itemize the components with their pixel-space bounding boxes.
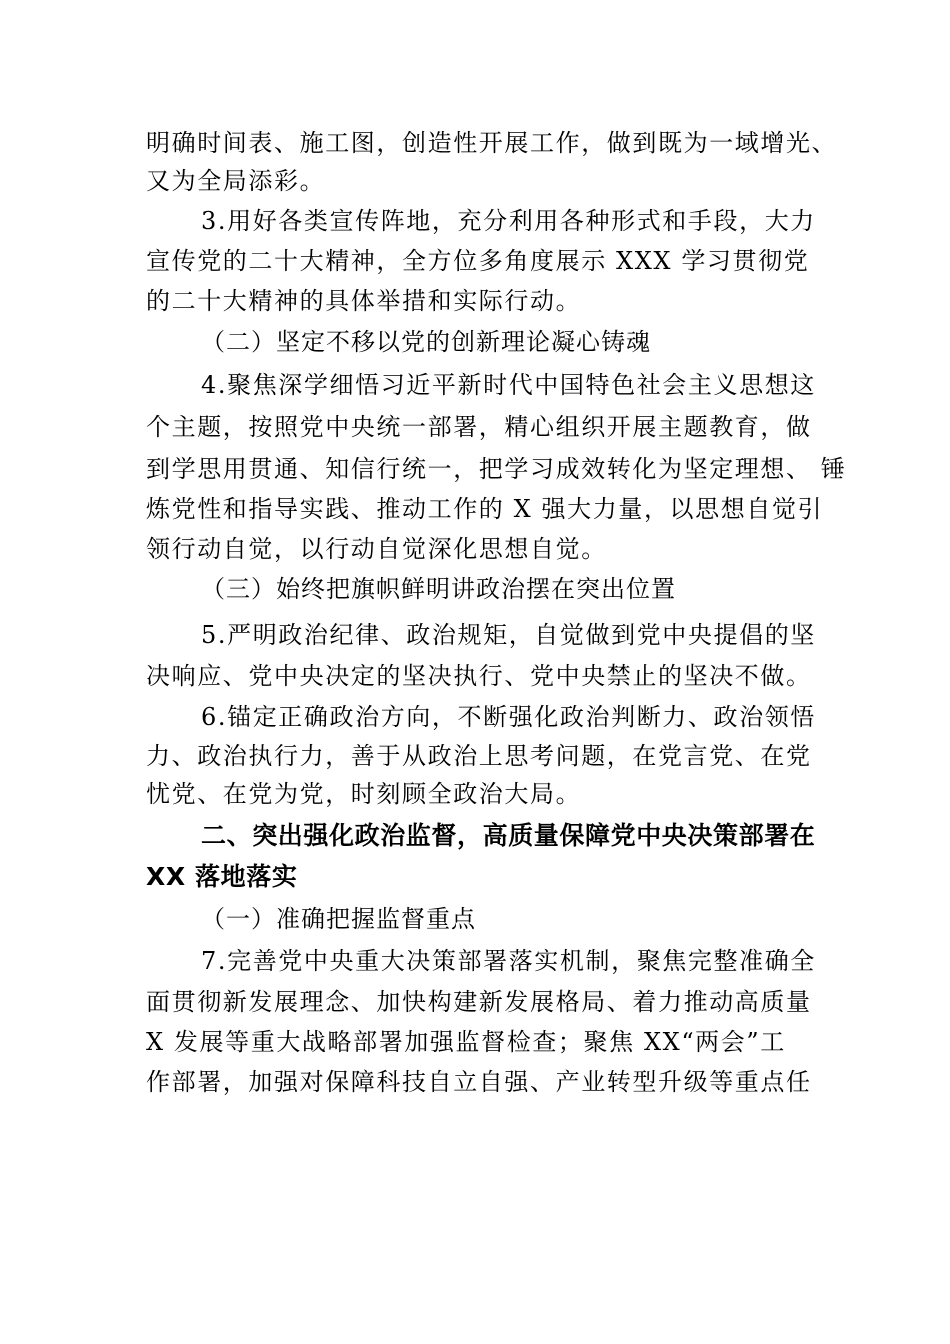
paragraph-4-line: 到学思用贯通、知信行统一，把学习成效转化为坚定理想、 锤	[146, 455, 847, 483]
paragraph-7-line: 面贯彻新发展理念、加快构建新发展格局、着力推动高质量	[146, 988, 812, 1016]
paragraph-7-line: 作部署，加强对保障科技自立自强、产业转型升级等重点任	[146, 1068, 812, 1096]
paragraph-4-line: 个主题，按照党中央统一部署，精心组织开展主题教育，做	[146, 413, 812, 441]
paragraph-4-line: 领行动自觉，以行动自觉深化思想自觉。	[146, 535, 607, 563]
paragraph-4-line: 4.聚焦深学细悟习近平新时代中国特色社会主义思想这	[201, 371, 816, 399]
paragraph-4-line: 炼党性和指导实践、推动工作的 X 强大力量，以思想自觉引	[146, 495, 824, 523]
subheading-1: （一）准确把握监督重点	[201, 905, 476, 933]
paragraph-7-line: X 发展等重大战略部署加强监督检查；聚焦 XX“两会”工	[146, 1028, 786, 1056]
section-heading: XX 落地落实	[146, 862, 298, 891]
paragraph-3-line: 宣传党的二十大精神，全方位多角度展示 XXX 学习贯彻党	[146, 247, 810, 275]
paragraph-line: 又为全局添彩。	[146, 167, 326, 195]
paragraph-6-line: 力、政治执行力，善于从政治上思考问题，在党言党、在党	[146, 742, 812, 770]
paragraph-3-line: 3.用好各类宣传阵地，充分利用各种形式和手段，大力	[201, 207, 816, 235]
section-heading: 二、突出强化政治监督，高质量保障党中央决策部署在	[201, 821, 816, 850]
paragraph-5-line: 决响应、党中央决定的坚决执行、党中央禁止的坚决不做。	[146, 662, 812, 690]
paragraph-3-line: 的二十大精神的具体举措和实际行动。	[146, 287, 582, 315]
paragraph-6-line: 6.锚定正确政治方向，不断强化政治判断力、政治领悟	[201, 703, 816, 731]
paragraph-5-line: 5.严明政治纪律、政治规矩，自觉做到党中央提倡的坚	[201, 621, 816, 649]
paragraph-line: 明确时间表、施工图，创造性开展工作，做到既为一域增光、	[146, 129, 838, 157]
subheading-2: （二）坚定不移以党的创新理论凝心铸魂	[201, 328, 651, 356]
subheading-3: （三）始终把旗帜鲜明讲政治摆在突出位置	[201, 575, 676, 603]
paragraph-6-line: 忧党、在党为党，时刻顾全政治大局。	[146, 780, 582, 808]
paragraph-7-line: 7.完善党中央重大决策部署落实机制，聚焦完整准确全	[201, 947, 816, 975]
